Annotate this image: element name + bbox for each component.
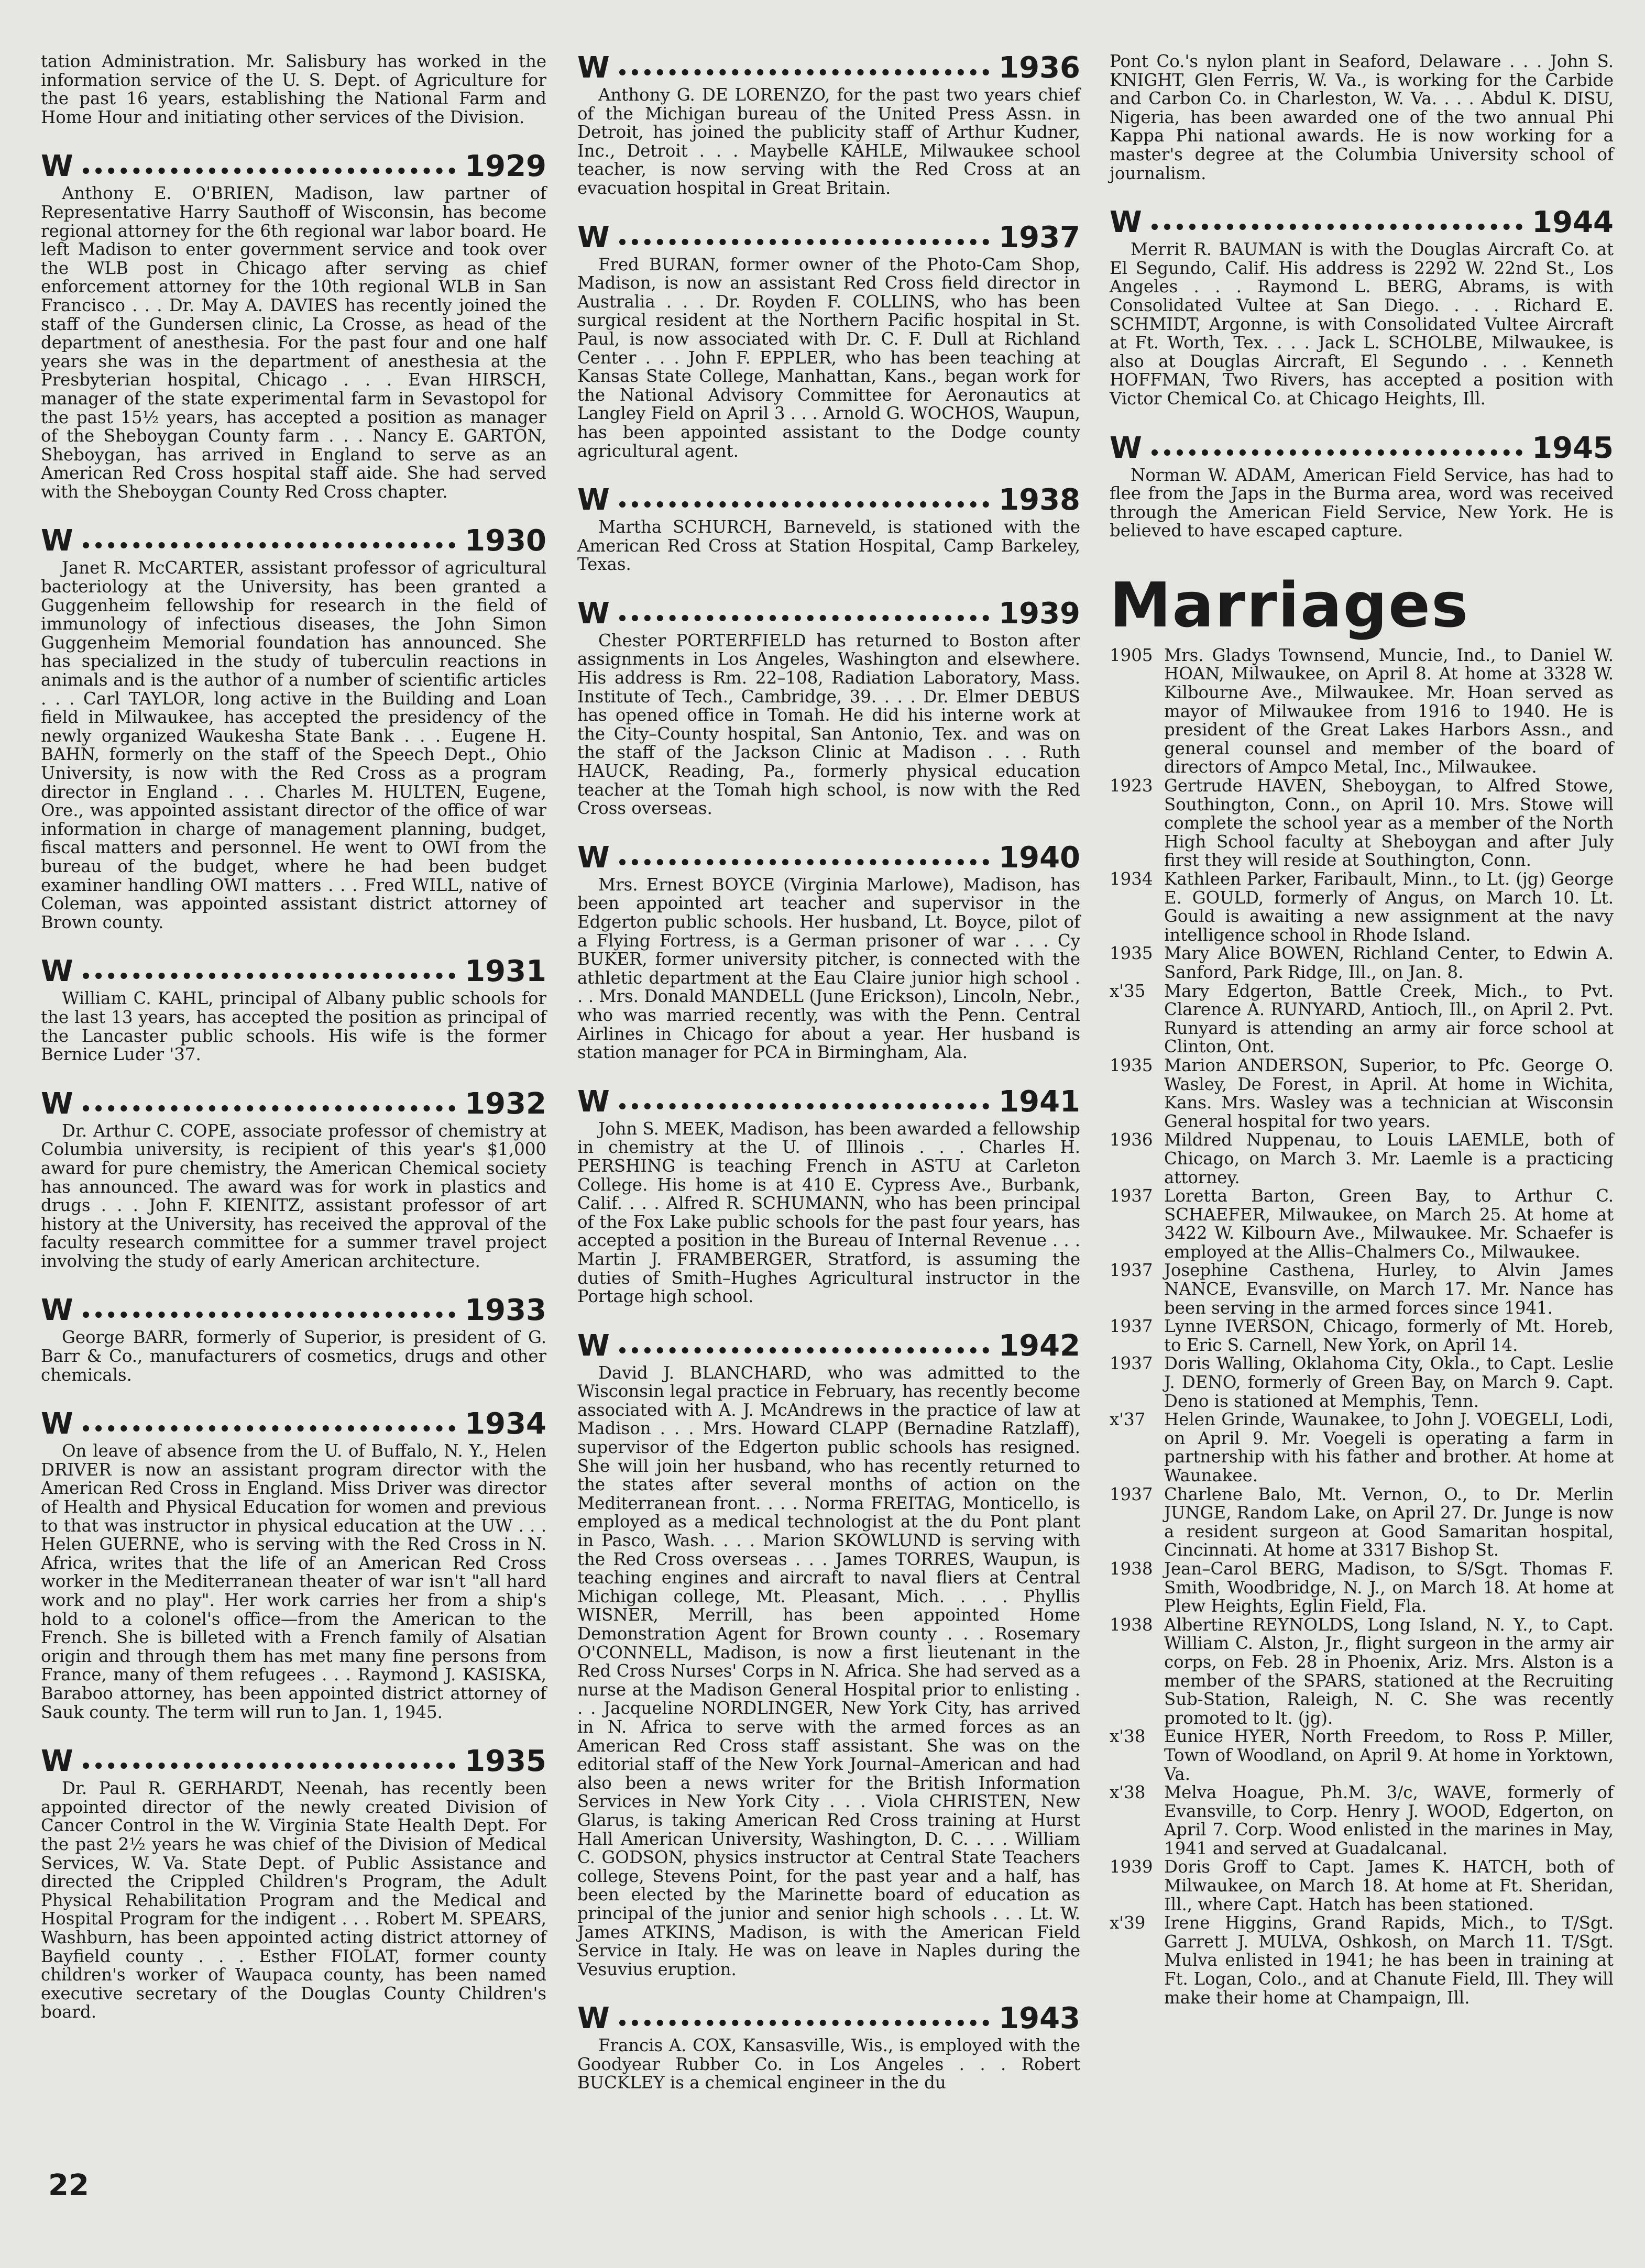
marriage-class-year: x'38	[1110, 1782, 1146, 1803]
marriage-entry	[1110, 1355, 1614, 1411]
class-year-header	[577, 842, 1080, 874]
class-year-section	[41, 151, 546, 501]
class-letter: W	[577, 220, 610, 255]
class-letter: W	[41, 1407, 73, 1441]
marriage-class-year: x'35	[1110, 981, 1146, 1001]
marriage-class-year: 1937	[1110, 1316, 1153, 1337]
class-year: 1935	[465, 1744, 546, 1779]
marriage-entry	[1110, 1187, 1614, 1261]
class-year-header	[577, 1330, 1080, 1362]
column-left-intro: tation Administration. Mr. Salisbury has worked in the information service of the U. S. Dept. of Agriculture for the past 16 years, establishing the National Farm and Home Hour and initiating other services of the Division.	[41, 51, 546, 127]
marriage-text: Mrs. Gladys Townsend, Muncie, Ind., to Daniel W. HOAN, Milwaukee, on April 8. At home at 3328 W. Kilbourne Ave., Milwaukee. Mr. Hoan served as mayor of Milwaukee from 1916 to 1940. He is president of the Great Lakes Harbors Assn., and general counsel and member of the board of directors of Ampco Metal, Inc., Milwaukee.	[1164, 645, 1614, 777]
marriage-text: Marion ANDERSON, Superior, to Pfc. George O. Wasley, De Forest, in April. At home in Wichita, Kans. Mrs. Wasley was a technician at Wisconsin General hospital for two years.	[1164, 1055, 1614, 1131]
marriage-entry	[1110, 1858, 1614, 1914]
class-note-paragraph: Merrit R. BAUMAN is with the Douglas Aircraft Co. at El Segundo, Calif. His address is 2292 W. 22nd St., Los Angeles . . . Raymond L. BERG, Abrams, is with Consolidated Vultee at San Diego. . . . Richard E. SCHMIDT, Argonne, is with Consolidated Vultee Aircraft at Ft. Worth, Tex. . . . Jack L. SCHOLBE, Milwaukee, is also at Douglas Aircraft, El Segundo . . . Kenneth HOFFMAN, Two Rivers, has accepted a position with Victor Chemical Co. at Chicago Heights, Ill.	[1110, 239, 1614, 409]
marriage-entry	[1110, 982, 1614, 1056]
marriage-entry	[1110, 1783, 1614, 1858]
class-note-paragraph: Francis A. COX, Kansasville, Wis., is employed with the Goodyear Rubber Co. in Los Angeles . . . Robert BUCKLEY is a chemical engineer in the du	[577, 2035, 1080, 2093]
class-note-paragraph: George BARR, formerly of Superior, is president of G. Barr & Co., manufacturers of cosmetics, drugs and other chemicals.	[41, 1327, 546, 1385]
class-year-section	[577, 2003, 1080, 2093]
dot-leader	[83, 973, 455, 979]
class-note-paragraph: Dr. Arthur C. COPE, associate professor of chemistry at Columbia university, is recipient of this year's $1,000 award for pure chemistry, the American Chemical society has announced. The award was for work in plastics and drugs . . . John F. KIENITZ, assistant professor of art history at the University, has received the approval of the faculty research committee for a summer travel project involving the study of early American architecture.	[41, 1120, 546, 1271]
class-year-section	[577, 222, 1080, 461]
class-year-section	[577, 52, 1080, 198]
class-year: 1944	[1532, 205, 1614, 240]
class-year-section	[577, 1330, 1080, 1979]
marriage-class-year: 1937	[1110, 1260, 1153, 1281]
class-letter: W	[1110, 431, 1142, 465]
class-year: 1945	[1532, 431, 1614, 465]
marriage-entry	[1110, 944, 1614, 982]
class-letter: W	[41, 1086, 73, 1121]
class-year-section	[1110, 207, 1614, 408]
marriage-class-year: 1937	[1110, 1353, 1153, 1374]
marriage-class-year: 1937	[1110, 1186, 1153, 1206]
marriage-class-year: 1934	[1110, 869, 1153, 889]
dot-leader	[83, 542, 455, 548]
class-note-paragraph: Chester PORTERFIELD has returned to Boston after assignments in Los Angeles, Washington and elsewhere. His address is Rm. 22–108, Radiation Laboratory, Mass. Institute of Tech., Cambridge, 39. . . . Dr. Elmer DEBUS has opened office in Tomah. He did his interne work at the City–County hospital, San Antonio, Tex. and was on the staff of the Jackson Clinic at Madison . . . Ruth HAUCK, Reading, Pa., formerly physical education teacher at the Tomah high school, is now with the Red Cross overseas.	[577, 630, 1080, 819]
marriage-class-year: 1905	[1110, 645, 1153, 665]
class-letter: W	[41, 1744, 73, 1779]
class-year: 1936	[999, 51, 1080, 85]
class-notes-left	[41, 151, 546, 2022]
class-year-header	[577, 2003, 1080, 2034]
marriage-text: Josephine Casthena, Hurley, to Alvin James NANCE, Evansville, on March 17. Mr. Nance has been serving in the armed forces since 1941.	[1164, 1260, 1614, 1318]
class-year-header	[577, 52, 1080, 84]
dot-leader	[619, 1103, 989, 1109]
class-year-header	[41, 525, 546, 557]
marriage-text: Jean–Carol BERG, Madison, to S/Sgt. Thomas F. Smith, Woodbridge, N. J., on March 18. At home at Plew Heights, Eglin Field, Fla.	[1164, 1558, 1614, 1616]
class-note-paragraph: Martha SCHURCH, Barneveld, is stationed with the American Red Cross at Station Hospital, Camp Barkeley, Texas.	[577, 517, 1080, 575]
class-letter: W	[41, 1293, 73, 1328]
class-year-header	[41, 1746, 546, 1777]
class-letter: W	[577, 1328, 610, 1363]
marriage-text: Gertrude HAVEN, Sheboygan, to Alfred Stowe, Southington, Conn., on April 10. Mrs. Stowe will complete the school year as a member of the North High School faculty at Sheboygan and after July first they will reside at Southington, Conn.	[1164, 776, 1614, 871]
class-year-header	[577, 222, 1080, 254]
class-notes-middle	[577, 52, 1080, 2093]
class-note-paragraph: Dr. Paul R. GERHARDT, Neenah, has recently been appointed director of the newly created Division of Cancer Control in the W. Virginia State Health Dept. For the past 2½ years he was chief of the Division of Medical Services, W. Va. State Dept. of Public Assistance and directed the Crippled Children's Program, the Adult Physical Rehabilitation Program and the Medical and Hospital Program for the indigent . . . Robert M. SPEARS, Washburn, has been appointed acting district attorney of Bayfield county . . . Esther FIOLAT, former county children's worker of Waupaca county, has been named executive secretary of the Douglas County Children's board.	[41, 1778, 546, 2022]
marriage-text: Eunice HYER, North Freedom, to Ross P. Miller, Town of Woodland, on April 9. At home in Yorktown, Va.	[1164, 1726, 1614, 1784]
class-letter: W	[41, 524, 73, 558]
marriage-class-year: 1923	[1110, 776, 1153, 796]
marriage-class-year: 1937	[1110, 1484, 1153, 1504]
marriage-text: Lynne IVERSON, Chicago, formerly of Mt. Horeb, to Eric S. Carnell, New York, on April 14.	[1164, 1316, 1614, 1355]
marriages-heading: Marriages	[1110, 568, 1469, 641]
class-year: 1940	[999, 840, 1080, 875]
marriage-entry	[1110, 777, 1614, 870]
dot-leader	[619, 69, 989, 75]
dot-leader	[619, 501, 989, 508]
class-year-section	[41, 1408, 546, 1722]
class-letter: W	[577, 51, 610, 85]
class-year-section	[41, 956, 546, 1064]
marriage-entry	[1110, 1261, 1614, 1317]
class-letter: W	[1110, 205, 1142, 240]
class-year-header	[41, 1408, 546, 1440]
class-year-header	[577, 485, 1080, 516]
class-letter: W	[577, 840, 610, 875]
class-year: 1937	[999, 220, 1080, 255]
class-year-header	[577, 1086, 1080, 1118]
class-letter: W	[577, 596, 610, 631]
class-year-header	[41, 1088, 546, 1120]
class-year: 1942	[999, 1328, 1080, 1363]
marriage-entry	[1110, 1317, 1614, 1355]
marriage-text: Charlene Balo, Mt. Vernon, O., to Dr. Merlin JUNGE, Random Lake, on April 27. Dr. Junge is now a resident surgeon at Good Samaritan hospital, Cincinnati. At home at 3317 Bishop St.	[1164, 1484, 1614, 1560]
dot-leader	[83, 1312, 455, 1318]
marriage-entry	[1110, 1914, 1614, 2007]
marriage-text: Mary Edgerton, Battle Creek, Mich., to Pvt. Clarence A. RUNYARD, Antioch, Ill., on April 2. Pvt. Runyard is attending an army air force school at Clinton, Ont.	[1164, 981, 1614, 1057]
class-year-section	[41, 1295, 546, 1384]
class-year-header	[1110, 207, 1614, 238]
class-year-header	[41, 151, 546, 182]
marriage-class-year: x'37	[1110, 1410, 1146, 1430]
class-note-paragraph: Anthony E. O'BRIEN, Madison, law partner of Representative Harry Sauthoff of Wisconsin, has become regional attorney for the 6th regional war labor board. He left Madison to enter government service and took over the WLB post in Chicago after serving as chief enforcement attorney for the 10th regional WLB in San Francisco . . . Dr. May A. DAVIES has recently joined the staff of the Gundersen clinic, La Crosse, as head of the department of anesthesia. For the past four and one half years she was in the department of anesthesia at the Presbyterian hospital, Chicago . . . Evan HIRSCH, manager of the state experimental farm in Sevastopol for the past 15½ years, has accepted a position as manager of the Sheboygan County farm . . . Nancy E. GARTON, Sheboygan, has arrived in England to serve as an American Red Cross hospital staff aide. She had served with the Sheboygan County Red Cross chapter.	[41, 183, 546, 502]
class-year-header	[1110, 433, 1614, 464]
class-note-paragraph: John S. MEEK, Madison, has been awarded a fellowship in chemistry at the U. of Illinois . . . Charles H. PERSHING is teaching French in ASTU at Carleton College. His home is at 410 E. Cypress Ave., Burbank, Calif. . . . Alfred R. SCHUMANN, who has been principal of the Fox Lake public schools for the past four years, has accepted a position in the Bureau of Internal Revenue . . . Martin J. FRAMBERGER, Stratford, is assuming the duties of Smith–Hughes Agricultural instructor in the Portage high school.	[577, 1118, 1080, 1307]
class-year-section	[577, 1086, 1080, 1306]
class-note-paragraph: William C. KAHL, principal of Albany public schools for the last 13 years, has accepted the position as principal of the Lancaster public schools. His wife is the former Bernice Luder '37.	[41, 988, 546, 1065]
class-year: 1930	[465, 524, 546, 558]
marriage-class-year: x'39	[1110, 1913, 1146, 1933]
marriage-class-year: 1938	[1110, 1614, 1153, 1635]
class-note-paragraph: David J. BLANCHARD, who was admitted to the Wisconsin legal practice in February, has recently become associated with A. J. McAndrews in the practice of law at Madison . . . Mrs. Howard CLAPP (Bernadine Ratzlaff), supervisor of the Edgerton public schools has resigned. She will join her husband, who has recently returned to the states after several months of action on the Mediterranean front. . . . Norma FREITAG, Monticello, is employed as a medical technologist at the du Pont plant in Pasco, Wash. . . . Marion SKOWLUND is serving with the Red Cross overseas . . . James TORRES, Waupun, is teaching engines and aircraft to naval fliers at Central Michigan college, Mt. Pleasant, Mich. . . . Phyllis WISNER, Merrill, has been appointed Home Demonstration Agent for Brown county . . . Rosemary O'CONNELL, Madison, is now a first lieutenant in the Red Cross Nurses' Corps in N. Africa. She had served as a nurse at the Madison General Hospital prior to enlisting . . . Jacqueline NORDLINGER, New York City, has arrived in N. Africa to serve with the armed forces as an American Red Cross staff assistant. She was on the editorial staff of the New York Journal–American and had also been a news writer for the British Information Services in New York City . . . Viola CHRISTEN, New Glarus, is taking American Red Cross training at Hurst Hall American University, Washington, D. C. . . . William C. GODSON, physics instructor at Central State Teachers college, Stevens Point, for the past year and a half, has been elected by the Marinette board of education as principal of the junior and senior high schools . . . Lt. W. James ATKINS, Madison, is with the American Field Service in Italy. He was on leave in Naples during the Vesuvius eruption.	[577, 1362, 1080, 1979]
class-year-section	[577, 842, 1080, 1062]
class-letter: W	[577, 483, 610, 518]
column-left	[41, 52, 546, 2022]
marriage-text: Albertine REYNOLDS, Long Island, N. Y., to Capt. William C. Alston, Jr., flight surgeon in the army air corps, on Feb. 28 in Phoenix, Ariz. Mrs. Alston is a member of the SPARS, stationed at the Recruiting Sub-Station, Raleigh, N. C. She was recently promoted to lt. (jg).	[1164, 1614, 1614, 1728]
dot-leader	[83, 1763, 455, 1769]
dot-leader	[1152, 449, 1522, 456]
class-year: 1931	[465, 954, 546, 989]
class-year: 1932	[465, 1086, 546, 1121]
dot-leader	[619, 615, 989, 621]
class-year: 1938	[999, 483, 1080, 518]
marriage-entry	[1110, 1056, 1614, 1131]
class-year: 1929	[465, 149, 546, 184]
class-year: 1943	[999, 2001, 1080, 2036]
marriage-class-year: 1935	[1110, 943, 1153, 964]
dot-leader	[619, 2020, 989, 2026]
class-year-header	[41, 956, 546, 987]
marriage-class-year: 1935	[1110, 1055, 1153, 1075]
marriage-entry	[1110, 870, 1614, 944]
class-letter: W	[577, 2001, 610, 2036]
marriage-entry	[1110, 646, 1614, 777]
marriage-class-year: 1939	[1110, 1857, 1153, 1877]
class-year-section	[41, 1088, 546, 1271]
class-note-paragraph: Fred BURAN, former owner of the Photo-Cam Shop, Madison, is now an assistant Red Cross field director in Australia . . . Dr. Royden F. COLLINS, who has been surgical resident at the Northern Pacific hospital in St. Paul, is now associated with Dr. C. F. Dull at Richland Center . . . John F. EPPLER, who has been teaching at Kansas State College, Manhattan, Kans., began work for the National Advisory Committee for Aeronautics at Langley Field on April 3 . . . Arnold G. WOCHOS, Waupun, has been appointed assistant to the Dodge county agricultural agent.	[577, 254, 1080, 461]
marriage-text: Helen Grinde, Waunakee, to John J. VOEGELI, Lodi, on April 9. Mr. Voegeli is operating a farm in partnership with his father and brother. At home at Waunakee.	[1164, 1410, 1614, 1485]
marriage-entry	[1110, 1727, 1614, 1783]
marriage-text: Melva Hoague, Ph.M. 3/c, WAVE, formerly of Evansville, to Corp. Henry J. WOOD, Edgerton, on April 7. Corp. Wood enlisted in the marines in May, 1941 and served at Guadalcanal.	[1164, 1782, 1614, 1858]
dot-leader	[83, 168, 455, 174]
class-year-header	[577, 598, 1080, 630]
class-year-section	[41, 1746, 546, 2022]
marriage-text: Mildred Nuppenau, to Louis LAEMLE, both of Chicago, on March 3. Mr. Laemle is a practicing attorney.	[1164, 1130, 1614, 1187]
dot-leader	[1152, 224, 1522, 230]
class-note-paragraph: Norman W. ADAM, American Field Service, has had to flee from the Japs in the Burma area, word was received through the American Field Service, New York. He is believed to have escaped capture.	[1110, 465, 1614, 541]
class-notes-right	[1110, 207, 1614, 541]
marriage-text: Loretta Barton, Green Bay, to Arthur C. SCHAEFER, Milwaukee, on March 25. At home at 3422 W. Kilbourn Ave., Milwaukee. Mr. Schaefer is employed at the Allis–Chalmers Co., Milwaukee.	[1164, 1186, 1614, 1262]
class-year: 1941	[999, 1084, 1080, 1119]
marriage-entry	[1110, 1616, 1614, 1728]
column-middle	[577, 52, 1080, 2093]
dot-leader	[83, 1105, 455, 1111]
dot-leader	[619, 1347, 989, 1353]
marriage-entry	[1110, 1560, 1614, 1616]
class-year-section	[1110, 433, 1614, 541]
class-year: 1939	[999, 596, 1080, 631]
class-letter: W	[577, 1084, 610, 1119]
class-year-section	[577, 598, 1080, 818]
dot-leader	[619, 239, 989, 245]
column-right-intro: Pont Co.'s nylon plant in Seaford, Delaware . . . John S. KNIGHT, Glen Ferris, W. Va., is working for the Carbide and Carbon Co. in Charleston, W. Va. . . . Abdul K. DISU, Nigeria, has been awarded one of the two annual Phi Kappa Phi national awards. He is now working for a master's degree at the Columbia University school of journalism.	[1110, 51, 1614, 183]
marriages-list	[1110, 646, 1614, 2007]
class-letter: W	[41, 954, 73, 989]
class-letter: W	[41, 149, 73, 184]
marriage-entry	[1110, 1485, 1614, 1560]
marriage-entry	[1110, 1131, 1614, 1187]
marriage-class-year: 1938	[1110, 1558, 1153, 1579]
class-year: 1934	[465, 1407, 546, 1441]
class-year-section	[577, 485, 1080, 574]
marriage-class-year: x'38	[1110, 1726, 1146, 1747]
class-year-section	[41, 525, 546, 932]
class-year: 1933	[465, 1293, 546, 1328]
page-number: 22	[48, 2168, 89, 2203]
dot-leader	[83, 1425, 455, 1432]
class-year-header	[41, 1295, 546, 1326]
marriage-class-year: 1936	[1110, 1130, 1153, 1150]
dot-leader	[619, 859, 989, 865]
class-note-paragraph: On leave of absence from the U. of Buffalo, N. Y., Helen DRIVER is now an assistant program director with the American Red Cross in England. Miss Driver was director of Health and Physical Education for women and previous to that was instructor in physical education at the UW . . . Helen GUERNE, who is serving with the Red Cross in N. Africa, writes that the life of an American Red Cross worker in the Mediterranean theater of war isn't "all hard work and no play". Her work carries her from a ship's hold to a colonel's office—from the American to the French. She is billeted with a French family of Alsatian origin and through them has met many fine persons from France, many of them refugees . . . Raymond J. KASISKA, Baraboo attorney, has been appointed district attorney of Sauk county. The term will run to Jan. 1, 1945.	[41, 1441, 546, 1722]
column-right	[1110, 52, 1614, 2007]
class-note-paragraph: Mrs. Ernest BOYCE (Virginia Marlowe), Madison, has been appointed art teacher and supervisor in the Edgerton public schools. Her husband, Lt. Boyce, pilot of a Flying Fortress, is a German prisoner of war . . . Cy BUKER, former university pitcher, is connected with the athletic department at the Eau Claire junior high school . . . Mrs. Donald MANDELL (June Erickson), Lincoln, Nebr., who was married recently, was with the Penn. Central Airlines in Chicago for about a year. Her husband is station manager for PCA in Birmingham, Ala.	[577, 874, 1080, 1063]
marriage-text: Mary Alice BOWEN, Richland Center, to Edwin A. Sanford, Park Ridge, Ill., on Jan. 8.	[1164, 943, 1614, 982]
marriage-entry	[1110, 1411, 1614, 1485]
class-note-paragraph: Anthony G. DE LORENZO, for the past two years chief of the Michigan bureau of the United Press Assn. in Detroit, has joined the publicity staff of Arthur Kudner, Inc., Detroit . . . Maybelle KAHLE, Milwaukee school teacher, is now serving with the Red Cross at an evacuation hospital in Great Britain.	[577, 85, 1080, 198]
marriage-text: Irene Higgins, Grand Rapids, Mich., to T/Sgt. Garrett J. MULVA, Oshkosh, on March 11. T/Sgt. Mulva enlisted in 1941; he has been in training at Ft. Logan, Colo., and at Chanute Field, Ill. They will make their home at Champaign, Ill.	[1164, 1913, 1614, 2008]
marriage-text: Doris Walling, Oklahoma City, Okla., to Capt. Leslie J. DENO, formerly of Green Bay, on March 9. Capt. Deno is stationed at Memphis, Tenn.	[1164, 1353, 1614, 1411]
marriage-text: Kathleen Parker, Faribault, Minn., to Lt. (jg) George E. GOULD, formerly of Angus, on March 10. Lt. Gould is awaiting a new assignment at the navy intelligence school in Rhode Island.	[1164, 869, 1614, 945]
class-note-paragraph: Janet R. McCARTER, assistant professor of agricultural bacteriology at the University, has been granted a Guggenheim fellowship for research in the field of immunology of infectious diseases, the John Simon Guggenheim Memorial foundation has announced. She has specialized in the study of tuberculin reactions in animals and is the author of a number of scientific articles . . . Carl TAYLOR, long active in the Building and Loan field in Milwaukee, has accepted the presidency of the newly organized Waukesha State Bank . . . Eugene H. BAHN, formerly on the staff of the Speech Dept., Ohio University, is now with the Red Cross as a program director in England . . . Charles M. HULTEN, Eugene, Ore., was appointed assistant director of the office of war information in charge of management planning, budget, fiscal matters and personnel. He went to OWI from the bureau of the budget, where he had been budget examiner handling OWI matters . . . Fred WILL, native of Coleman, was appointed assistant district attorney of Brown county.	[41, 558, 546, 932]
marriage-text: Doris Groff to Capt. James K. HATCH, both of Milwaukee, on March 18. At home at Ft. Sheridan, Ill., where Capt. Hatch has been stationed.	[1164, 1857, 1614, 1914]
